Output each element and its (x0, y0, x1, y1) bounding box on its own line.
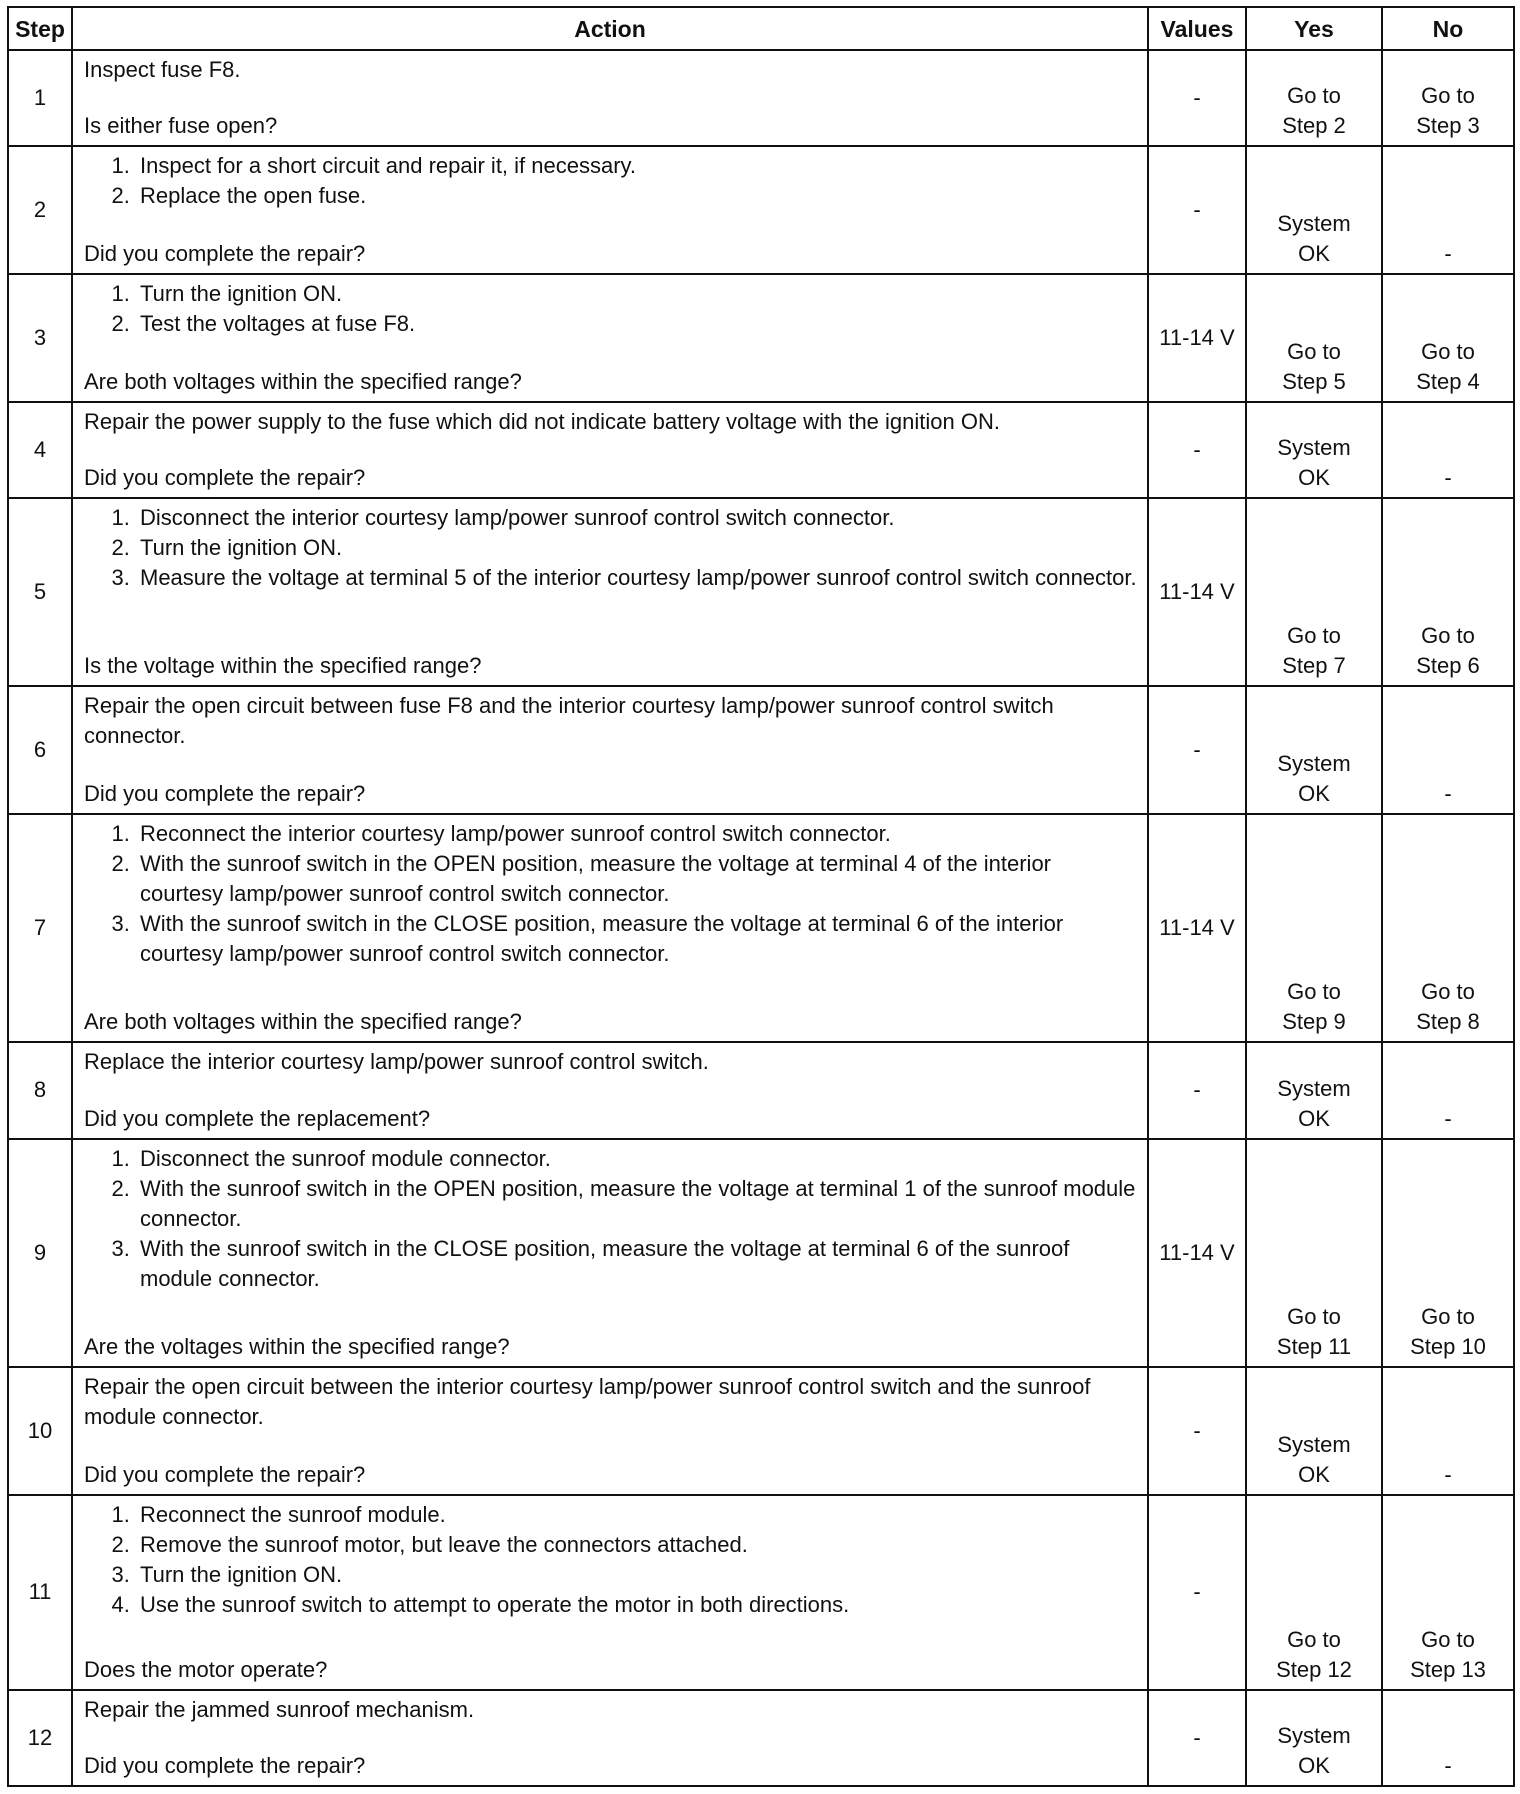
yes-result-line: Step 2 (1282, 113, 1346, 139)
step-number: 8 (8, 1042, 72, 1138)
action-text: Repair the power supply to the fuse which did not indicate battery voltage with the ignition ON. (84, 408, 1000, 434)
header-values: Values (1148, 7, 1246, 50)
table-row (8, 814, 1514, 1042)
action-text: Repair the jammed sunroof mechanism. (84, 1696, 475, 1722)
action-step-item: 1. Reconnect the interior courtesy lamp/power sunroof control switch connector. (136, 819, 1137, 849)
action-question: Is the voltage within the specified range? (84, 653, 482, 679)
step-number: 11 (8, 1495, 72, 1690)
action-instructions (84, 55, 1137, 85)
action-step-item: 1. Disconnect the interior courtesy lamp/power sunroof control switch connector. (136, 503, 1137, 533)
yes-result-line: Step 7 (1282, 653, 1346, 679)
action-instructions (84, 279, 1137, 339)
table-row (8, 1690, 1514, 1786)
action-text: Repair the open circuit between the interior courtesy lamp/power sunroof control switch and the sunroof module connector. (84, 1374, 1091, 1430)
header-no: No (1382, 7, 1514, 50)
value-cell: - (1148, 686, 1246, 814)
action-step-item: 2. Test the voltages at fuse F8. (136, 309, 1137, 339)
yes-cell (1246, 1690, 1382, 1786)
action-content (84, 1047, 1137, 1133)
no-result-line: - (1444, 1461, 1452, 1487)
no-cell (1382, 498, 1514, 686)
action-steps-list (84, 279, 1137, 339)
action-cell (72, 402, 1148, 498)
action-instructions (84, 503, 1137, 593)
action-instructions (84, 1695, 1137, 1725)
yes-result-line: System (1277, 1075, 1351, 1101)
no-result-line: Go to (1421, 979, 1475, 1005)
yes-result-line: Go to (1287, 83, 1341, 109)
yes-cell (1246, 146, 1382, 274)
action-step-item: 3. With the sunroof switch in the CLOSE position, measure the voltage at terminal 6 of the sunroof module connector. (136, 1234, 1137, 1294)
action-cell (72, 686, 1148, 814)
no-cell (1382, 146, 1514, 274)
action-cell (72, 50, 1148, 146)
action-text: Repair the open circuit between fuse F8 and the interior courtesy lamp/power sunroof control switch connector. (84, 693, 1054, 749)
yes-result-line: Step 11 (1276, 1334, 1352, 1360)
action-content (84, 151, 1137, 269)
header-row (8, 7, 1514, 50)
action-step-item: 2. Replace the open fuse. (136, 181, 1137, 211)
yes-result-line: System (1277, 750, 1351, 776)
header-step: Step (8, 7, 72, 50)
action-step-item: 2. With the sunroof switch in the OPEN position, measure the voltage at terminal 4 of the interior courtesy lamp/power sunroof control switch connector. (136, 849, 1137, 909)
action-content (84, 1500, 1137, 1685)
action-instructions (84, 151, 1137, 211)
action-step-item: 3. Measure the voltage at terminal 5 of the interior courtesy lamp/power sunroof control switch connector. (136, 563, 1137, 593)
value-cell: - (1148, 1367, 1246, 1495)
action-step-item: 2. With the sunroof switch in the OPEN position, measure the voltage at terminal 1 of the sunroof module connector. (136, 1174, 1137, 1234)
table-row (8, 1042, 1514, 1138)
step-number: 1 (8, 50, 72, 146)
no-cell (1382, 686, 1514, 814)
no-result-line: Step 4 (1416, 368, 1480, 394)
no-result-line: Go to (1421, 1626, 1475, 1652)
value-cell: - (1148, 146, 1246, 274)
action-cell (72, 814, 1148, 1042)
value-cell: - (1148, 1042, 1246, 1138)
header-action: Action (72, 7, 1148, 50)
step-number: 6 (8, 686, 72, 814)
action-steps-list (84, 1144, 1137, 1294)
action-content (84, 407, 1137, 493)
no-cell (1382, 50, 1514, 146)
action-cell (72, 1042, 1148, 1138)
action-cell (72, 274, 1148, 402)
action-question: Did you complete the repair? (84, 1461, 366, 1487)
no-result-line: - (1444, 780, 1452, 806)
step-number: 7 (8, 814, 72, 1042)
no-result-line: Step 6 (1416, 653, 1480, 679)
action-instructions (84, 1500, 1137, 1620)
action-content (84, 819, 1137, 1037)
yes-cell (1246, 274, 1382, 402)
action-step-item: 2. Turn the ignition ON. (136, 533, 1137, 563)
action-content (84, 503, 1137, 681)
value-cell: 11-14 V (1148, 274, 1246, 402)
action-content (84, 279, 1137, 397)
action-content (84, 1695, 1137, 1781)
no-result-line: Go to (1421, 83, 1475, 109)
yes-cell (1246, 402, 1382, 498)
action-question: Did you complete the repair? (84, 1753, 366, 1778)
action-step-item: 1. Inspect for a short circuit and repair it, if necessary. (136, 151, 1137, 181)
no-result-line: - (1444, 1105, 1452, 1131)
action-text: Inspect fuse F8. (84, 57, 241, 82)
action-step-item: 2. Remove the sunroof motor, but leave the connectors attached. (136, 1530, 1137, 1560)
no-result-line: Go to (1421, 623, 1475, 649)
step-number: 4 (8, 402, 72, 498)
yes-result-line: Step 5 (1282, 368, 1346, 394)
yes-result-line: OK (1298, 1753, 1330, 1778)
action-cell (72, 1367, 1148, 1495)
action-cell (72, 1495, 1148, 1690)
yes-result-line: OK (1298, 464, 1330, 490)
no-result-line: - (1444, 464, 1452, 490)
action-instructions (84, 1144, 1137, 1294)
action-steps-list (84, 503, 1137, 593)
yes-result-line: OK (1298, 240, 1330, 266)
action-cell (72, 1690, 1148, 1786)
yes-result-line: OK (1298, 780, 1330, 806)
action-question: Are both voltages within the specified range? (84, 368, 522, 394)
value-cell: - (1148, 402, 1246, 498)
action-step-item: 1. Reconnect the sunroof module. (136, 1500, 1137, 1530)
value-cell: 11-14 V (1148, 1139, 1246, 1367)
action-cell (72, 1139, 1148, 1367)
action-step-item: 3. Turn the ignition ON. (136, 1560, 1137, 1590)
no-result-line: - (1444, 1753, 1452, 1778)
yes-cell (1246, 814, 1382, 1042)
step-number: 3 (8, 274, 72, 402)
action-question: Did you complete the repair? (84, 780, 366, 806)
value-cell: 11-14 V (1148, 814, 1246, 1042)
diagnostic-table (7, 6, 1515, 1787)
action-content (84, 55, 1137, 141)
yes-result-line: System (1277, 210, 1351, 236)
action-question: Did you complete the replacement? (84, 1105, 431, 1131)
yes-result-line: Step 9 (1282, 1009, 1346, 1035)
action-question: Are both voltages within the specified range? (84, 1009, 522, 1035)
yes-result-line: Step 12 (1276, 1656, 1352, 1682)
action-question: Did you complete the repair? (84, 240, 366, 266)
action-question: Does the motor operate? (84, 1656, 328, 1682)
action-question: Are the voltages within the specified range? (84, 1334, 510, 1360)
table-row (8, 1139, 1514, 1367)
no-cell (1382, 1042, 1514, 1138)
yes-cell (1246, 498, 1382, 686)
table-row (8, 274, 1514, 402)
action-instructions (84, 819, 1137, 969)
step-number: 5 (8, 498, 72, 686)
action-step-item: 1. Turn the ignition ON. (136, 279, 1137, 309)
no-cell (1382, 1495, 1514, 1690)
yes-result-line: Go to (1287, 1304, 1341, 1330)
action-cell (72, 498, 1148, 686)
no-result-line: - (1444, 240, 1452, 266)
action-question: Did you complete the repair? (84, 464, 366, 490)
no-cell (1382, 274, 1514, 402)
action-text: Replace the interior courtesy lamp/power sunroof control switch. (84, 1049, 709, 1075)
yes-cell (1246, 1042, 1382, 1138)
no-result-line: Step 8 (1416, 1009, 1480, 1035)
no-cell (1382, 1367, 1514, 1495)
action-question: Is either fuse open? (84, 113, 278, 139)
action-steps-list (84, 1500, 1137, 1620)
table-row (8, 50, 1514, 146)
action-content (84, 1372, 1137, 1490)
yes-result-line: Go to (1287, 1626, 1341, 1652)
yes-result-line: System (1277, 434, 1351, 460)
step-number: 10 (8, 1367, 72, 1495)
table-row (8, 1367, 1514, 1495)
step-number: 2 (8, 146, 72, 274)
action-content (84, 691, 1137, 809)
header-yes: Yes (1246, 7, 1382, 50)
step-number: 9 (8, 1139, 72, 1367)
yes-result-line: OK (1298, 1105, 1330, 1131)
action-step-item: 4. Use the sunroof switch to attempt to operate the motor in both directions. (136, 1590, 1137, 1620)
yes-cell (1246, 686, 1382, 814)
no-result-line: Step 10 (1410, 1334, 1486, 1360)
yes-result-line: OK (1298, 1461, 1330, 1487)
yes-result-line: Go to (1287, 338, 1341, 364)
value-cell: - (1148, 1495, 1246, 1690)
no-cell (1382, 402, 1514, 498)
action-cell (72, 146, 1148, 274)
no-cell (1382, 814, 1514, 1042)
table-row (8, 686, 1514, 814)
no-result-line: Go to (1421, 1304, 1475, 1330)
action-step-item: 3. With the sunroof switch in the CLOSE position, measure the voltage at terminal 6 of the interior courtesy lamp/power sunroof control switch connector. (136, 909, 1137, 969)
no-cell (1382, 1690, 1514, 1786)
yes-result-line: System (1277, 1723, 1351, 1748)
table-row (8, 146, 1514, 274)
yes-cell (1246, 50, 1382, 146)
table-row (8, 1495, 1514, 1690)
value-cell: 11-14 V (1148, 498, 1246, 686)
yes-cell (1246, 1495, 1382, 1690)
action-instructions (84, 1372, 1137, 1432)
action-content (84, 1144, 1137, 1362)
no-result-line: Step 3 (1416, 113, 1480, 139)
no-result-line: Go to (1421, 338, 1475, 364)
yes-result-line: Go to (1287, 623, 1341, 649)
action-instructions (84, 691, 1137, 751)
table-row (8, 402, 1514, 498)
action-instructions (84, 407, 1137, 437)
value-cell: - (1148, 1690, 1246, 1786)
yes-cell (1246, 1367, 1382, 1495)
value-cell: - (1148, 50, 1246, 146)
action-steps-list (84, 151, 1137, 211)
no-cell (1382, 1139, 1514, 1367)
yes-result-line: System (1277, 1431, 1351, 1457)
action-step-item: 1. Disconnect the sunroof module connector. (136, 1144, 1137, 1174)
table-row (8, 498, 1514, 686)
yes-result-line: Go to (1287, 979, 1341, 1005)
yes-cell (1246, 1139, 1382, 1367)
action-steps-list (84, 819, 1137, 969)
no-result-line: Step 13 (1410, 1656, 1486, 1682)
step-number: 12 (8, 1690, 72, 1786)
action-instructions (84, 1047, 1137, 1077)
